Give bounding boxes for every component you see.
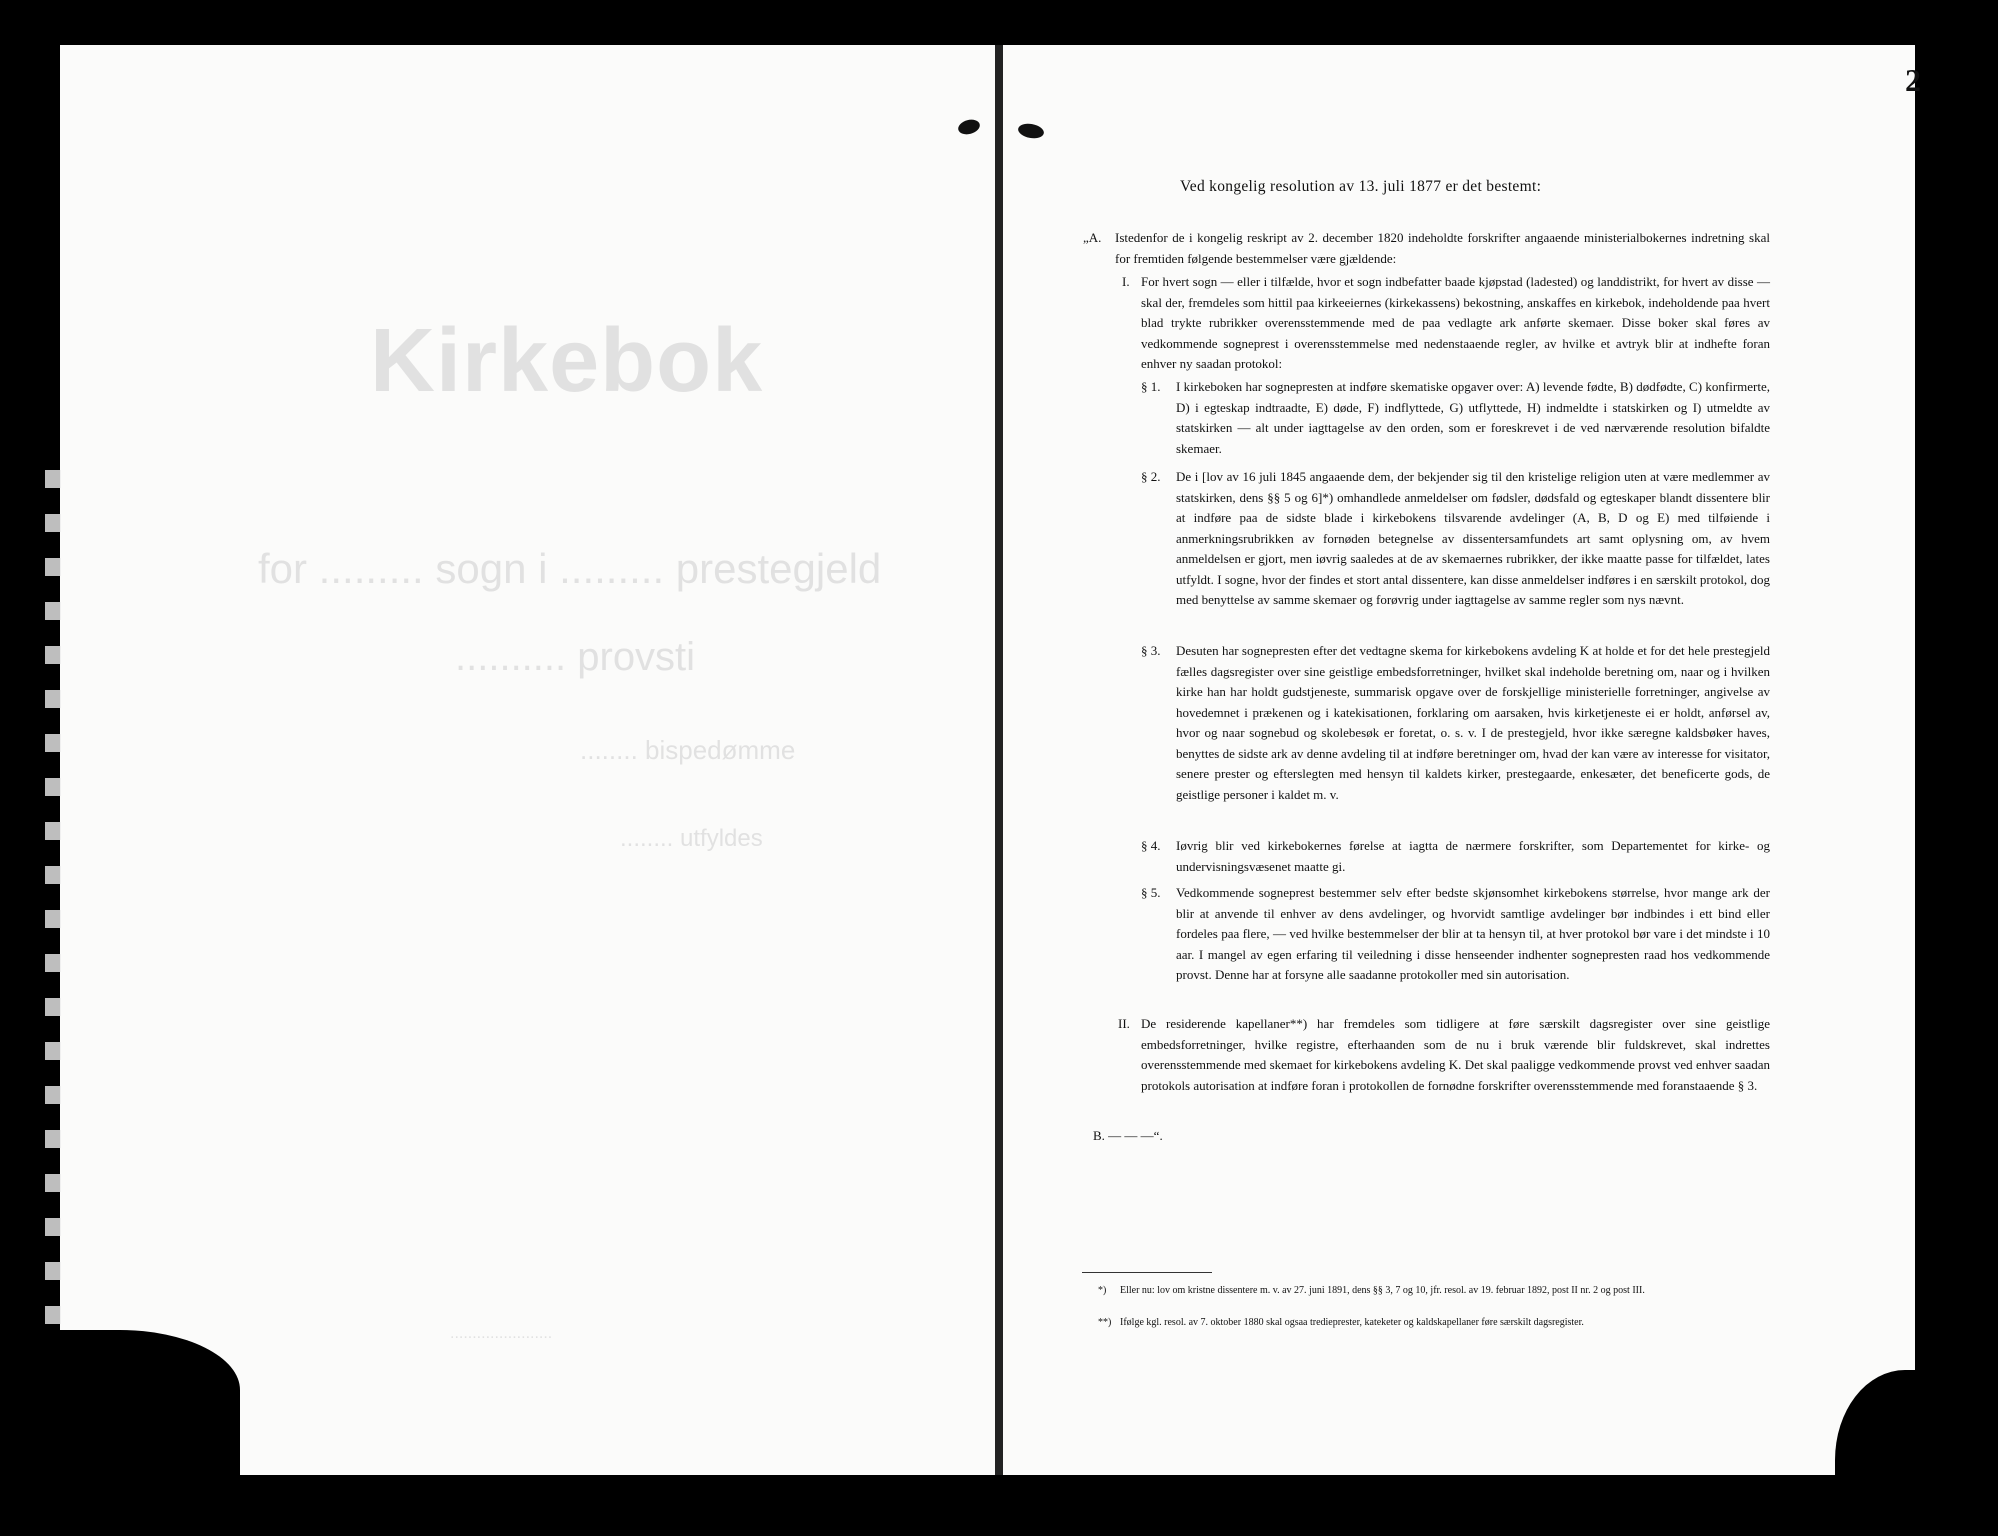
paragraph-label: § 3. xyxy=(1141,643,1161,658)
page-edge-marks xyxy=(40,470,66,1310)
page-number: 2 xyxy=(1905,62,1921,98)
bleed-through-title: Kirkebok xyxy=(370,311,764,411)
bleed-through-line: .......... provsti xyxy=(455,635,696,679)
footnote-mark: *) xyxy=(1098,1285,1107,1296)
page-heading: Ved kongelig resolution av 13. juli 1877 er det bestemt: xyxy=(1180,178,1542,195)
paragraph-label: § 5. xyxy=(1141,885,1161,900)
section-text: Istedenfor de i kongelig reskript av 2. december 1820 indeholdte forskrifter angaaende ministerialbokernes indretning skal for fremtiden følgende bestemmelser være gjældende: xyxy=(1115,230,1770,266)
bleed-through-line: for ......... sogn i ......... prestegjeld xyxy=(258,545,882,592)
footnote-text: Eller nu: lov om kristne dissentere m. v. av 27. juni 1891, dens §§ 3, 7 og 10, jfr. resol. av 19. februar 1892, post II nr. 2 og post III. xyxy=(1120,1285,1645,1296)
footnote-1 xyxy=(1098,1284,1770,1298)
section-label: „A. xyxy=(1083,230,1102,245)
bleed-through-line: ........ bispedømme xyxy=(580,735,796,765)
bleed-through-line: ....................... xyxy=(450,1325,553,1342)
paragraph-label: § 2. xyxy=(1141,469,1161,484)
section-label: II. xyxy=(1118,1016,1130,1031)
footnote-mark: **) xyxy=(1098,1317,1112,1328)
section-label: I. xyxy=(1122,274,1130,289)
paragraph-text: Vedkommende sogneprest bestemmer selv efter bedste skjønsomhet kirkebokens størrelse, hvor mange ark der blir at anvende til enhver av dens avdelinger, og hvorvidt samtlige avdelinger bør indbindes i ett bind eller fordeles paa flere, — ved hvilke bestemmelser der blir at ta hensyn til, at hver protokol bør vare i det mindste i 10 aar. I mangel av egen erfaring til veiledning i disse henseender indhenter sognepresten raad hos vedkommende provst. Denne har at forsyne alle saadanne protokoller med sin autorisation. xyxy=(1176,885,1770,982)
page-gutter xyxy=(995,45,1003,1475)
left-page xyxy=(60,45,995,1475)
paragraph-label: § 1. xyxy=(1141,379,1161,394)
section-b: B. — — —“. xyxy=(1093,1128,1163,1143)
footnote-text: Ifølge kgl. resol. av 7. oktober 1880 skal ogsaa tredieprester, kateketer og kaldskapellaner føre særskilt dagsregister. xyxy=(1120,1317,1584,1328)
section-text: For hvert sogn — eller i tilfælde, hvor et sogn indbefatter baade kjøpstad (ladested) og landdistrikt, for hvert av disse — skal der, fremdeles som hittil paa kirkeeiernes (kirkekassens) bekostning, anskaffes en kirkebok, indeholdende paa hvert blad trykte rubrikker overensstemmende med de paa vedlagte ark anførte skemaer. Disse boker skal føres av vedkommende sogneprest i overensstemmelse med nedenstaaende regler, av hvilke et avtryk blir at indhefte foran enhver ny saadan protokol: xyxy=(1141,274,1770,371)
binding-shadow-left xyxy=(0,1330,240,1510)
footnote-2 xyxy=(1098,1316,1770,1330)
footnote-rule xyxy=(1082,1272,1212,1273)
paragraph-text: Iøvrig blir ved kirkebokernes førelse at iagtta de nærmere forskrifter, som Departementet for kirke- og undervisningsvæsenet maatte gi. xyxy=(1176,838,1770,874)
paragraph-text: Desuten har sognepresten efter det vedtagne skema for kirkebokens avdeling K at holde et for det hele prestegjeld fælles dagsregister over sine geistlige embedsforretninger, hvilket skal indeholde beretning om, naar og i hvilken kirke han har holdt gudstjeneste, summarisk opgave over de forskjellige ministerielle forretninger, angivelse av hovedemnet i prækenen og i katekisationen, forklaring om aarsaken, hvis kirketjeneste ei er holdt, anførsel av, hvor og naar sognebud og skolebesøk er foretat, o. s. v. I de prestegjeld, hvor ikke særegne kaldsbøker haves, benyttes de sidste ark av denne avdeling til at indføre beretninger om, hvad der kan være av interesse for visitator, senere prester og efterslegten med hensyn til kaldets kirker, prestegaarde, enkesæter, det beneficerte gods, de geistlige personer i kaldet m. v. xyxy=(1176,643,1770,802)
paragraph-label: § 4. xyxy=(1141,838,1161,853)
bleed-through-line: ........ utfyldes xyxy=(620,825,763,852)
paragraph-text: I kirkeboken har sognepresten at indføre skematiske opgaver over: A) levende fødte, B) dødfødte, C) konfirmerte, D) i egteskap indtraadte, E) døde, F) indflyttede, G) utflyttede, H) indmeldte i statskirken og I) utmeldte av statskirken — alt under iagttagelse av den orden, som er foreskrevet i de ved nærværende resolution bifaldte skemaer. xyxy=(1176,379,1770,456)
paragraph-text: De i [lov av 16 juli 1845 angaaende dem, der bekjender sig til den kristelige religion uten at være medlemmer av statskirken, dens §§ 5 og 6]*) omhandlede anmeldelser om fødsler, dødsfald og egteskaper blandt dissentere blir at indføre paa de sidste blade i kirkebokens tilsvarende avdelinger (A, B, D og E) med tilføiende i anmerkningsrubrikken av fornøden betegnelse av dissentersamfundets art samt oplysning om, av hvem anmeldelsen er gjort, men iøvrig saaledes at de av skemaernes rubrikker, der ikke maatte passe for tilfældet, lates utfyldt. I sogne, hvor der findes et stort antal dissentere, kan disse anmeldelser indføres i en særskilt protokol, dog med benyttelse av samme skemaer og forøvrig under iagttagelse av samme regler som nys nævnt. xyxy=(1176,469,1770,607)
section-text: De residerende kapellaner**) har fremdeles som tidligere at føre særskilt dagsregister over sine geistlige embedsforretninger, hvilke registre, efterhaanden som de nu i bruk værende blir fuldskrevet, skal indrettes overensstemmende med skemaet for kirkebokens avdeling K. Det skal paaligge vedkommende provst ved enhver saadan protokols autorisation at indføre foran i protokollen de fornødne forskrifter overensstemmende med foranstaaende § 3. xyxy=(1141,1016,1770,1093)
